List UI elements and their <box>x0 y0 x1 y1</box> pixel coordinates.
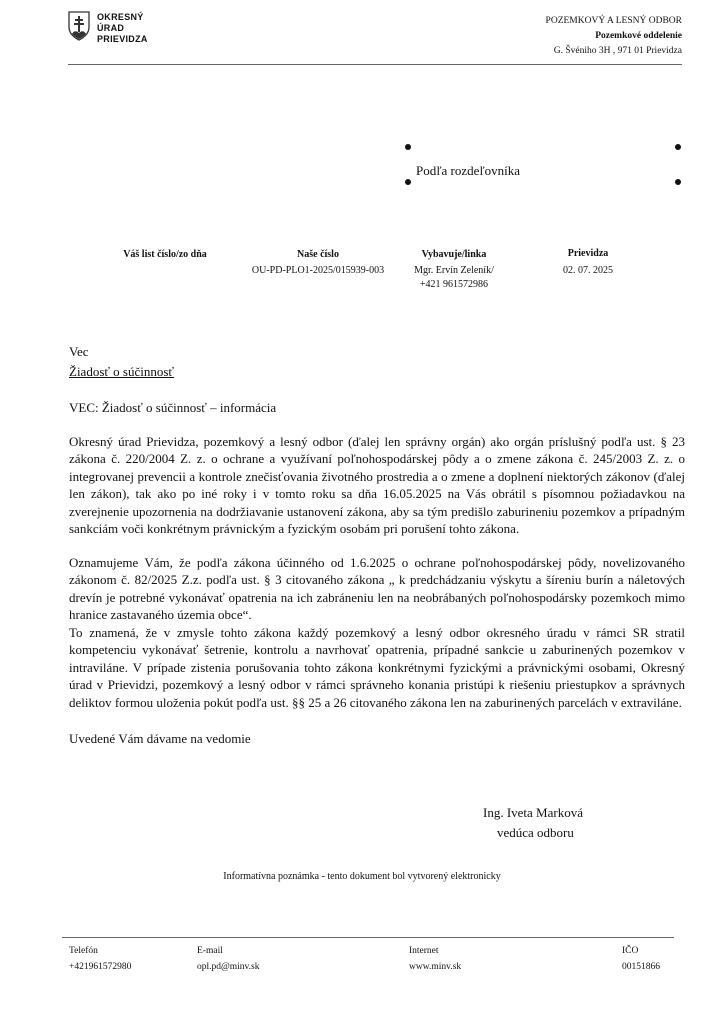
office-name-line: OKRESNÝ <box>97 12 144 22</box>
signatory-name: Ing. Iveta Marková <box>483 805 583 820</box>
office-name-line: PRIEVIDZA <box>97 34 148 44</box>
handled-by-label: Vybavuje/linka <box>421 249 487 260</box>
address-corner-mark <box>675 144 681 150</box>
address-corner-mark <box>405 144 411 150</box>
electronic-document-note: Informatívna poznámka - tento dokument bol vytvorený elektronicky <box>223 871 501 882</box>
address-corner-mark <box>675 179 681 185</box>
footer-internet-label: Internet <box>409 946 439 956</box>
paragraph: To znamená, že v zmysle tohto zákona každý pozemkový a lesný odbor okresného úradu v rámci SR stratil kompetenciu vykonávať šetrenie, kontrolu a navrhovať opatrenia, prípadné sankcie u zaburinených pozemkov v intraviláne. V prípade zistenia porušovania tohto zákona konkrétnymi fyzickými a právnickými osobami, Okresný úrad v Prievidzi, pozemkový a lesný odbor v rámci správneho konania pristúpi k riešeniu priestupkov a správnych deliktov formou uloženia pokút podľa ust. §§ 25 a 26 citovaného zákona len na zaburinených parcelách v extraviláne. <box>69 624 685 710</box>
footer-phone-label: Telefón <box>69 946 98 956</box>
subject-label: Vec <box>69 344 89 359</box>
section-name: Pozemkové oddelenie <box>595 31 682 41</box>
office-name <box>97 12 187 45</box>
handled-by-name: Mgr. Ervín Zeleník/ <box>414 265 494 276</box>
place-label: Prievidza <box>567 248 609 259</box>
office-name-line: ÚRAD <box>97 23 125 33</box>
subject: Žiadosť o súčinnosť <box>69 363 174 379</box>
footer-phone: +421961572980 <box>69 962 132 972</box>
footer-email: opl.pd@minv.sk <box>197 962 260 972</box>
our-number-value: OU-PD-PLO1-2025/015939-003 <box>251 265 385 276</box>
paragraph: Okresný úrad Prievidza, pozemkový a lesný odbor (ďalej len správny orgán) ako orgán príslušný podľa ust. § 23 zákona č. 220/2004 Z. z. o ochrane a využívaní poľnohospodárskej pôdy a o zmene zákona č. 245/2003 Z. z. o integrovanej prevencii a kontrole znečisťovania životného prostredia a o zmene a doplnení niektorých zákonov (ďalej len zákon), tak ako po iné roky i v tomto roku sa dňa 16.05.2025 na Vás obrátil s písomnou požiadavkou na zverejnenie upozornenia na dodržiavanie ustanovení zákona, aby sa tým predišlo zaburineniu pozemkov a prípadným sankciám voči konkrétnym právnickým a fyzickým osobám pri porušení tohto zákona. <box>69 433 685 536</box>
letter-body <box>69 343 685 748</box>
footer-ico: 00151866 <box>622 962 660 972</box>
closing-sentence: Uvedené Vám dávame na vedomie <box>69 731 251 746</box>
department-street: G. Švéniho 3H , 971 01 Prievidza <box>553 46 682 56</box>
footer-internet: www.minv.sk <box>409 962 462 972</box>
letter-date: 02. 07. 2025 <box>563 265 613 276</box>
subject-line: VEC: Žiadosť o súčinnosť – informácia <box>69 400 277 415</box>
footer-ico-label: IČO <box>622 946 639 956</box>
header-divider <box>68 64 682 65</box>
recipient: Podľa rozdeľovníka <box>416 163 521 178</box>
department-name: POZEMKOVÝ A LESNÝ ODBOR <box>545 16 682 26</box>
signatory-role: vedúca odboru <box>497 825 574 840</box>
your-letter-label: Váš list číslo/zo dňa <box>123 249 207 260</box>
handled-by-phone: +421 961572986 <box>419 279 489 290</box>
address-corner-mark <box>405 179 411 185</box>
footer-email-label: E-mail <box>197 946 223 956</box>
paragraph: Oznamujeme Vám, že podľa zákona účinného od 1.6.2025 o ochrane poľnohospodárskej pôdy, novelizovaného zákonom č. 82/2025 Z.z. podľa ust. § 3 citovaného zákona „ k predchádzaniu výskytu a šíreniu burín a náletových drevín je potrebné vykonávať opatrenia na ich zabráneniu len na neobrábaných poľnohospodársky pozemkoch mimo hranice zastavaného územia obce“. <box>69 554 685 622</box>
department-address <box>546 14 682 59</box>
our-number-label: Naše číslo <box>297 249 339 260</box>
slovak-coat-of-arms-logo <box>68 11 90 41</box>
footer-divider <box>62 937 674 938</box>
